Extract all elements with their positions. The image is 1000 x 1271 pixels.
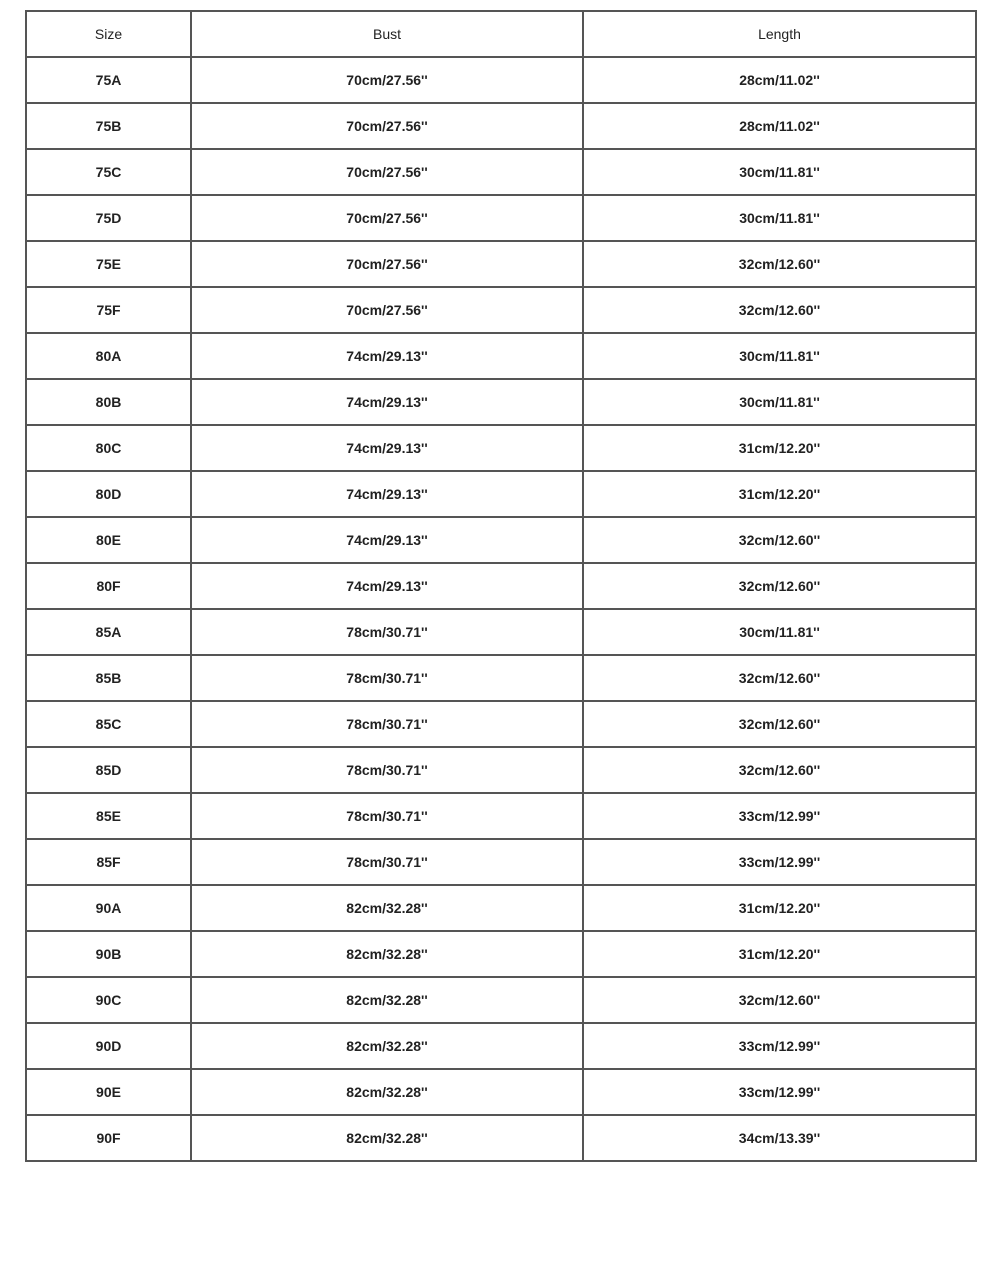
- table-row: [26, 287, 976, 333]
- cell-bust: 70cm/27.56'': [191, 57, 583, 103]
- cell-length: 32cm/12.60'': [583, 517, 976, 563]
- cell-bust: 82cm/32.28'': [191, 885, 583, 931]
- cell-bust: 78cm/30.71'': [191, 609, 583, 655]
- cell-size: 90F: [26, 1115, 191, 1161]
- cell-bust: 82cm/32.28'': [191, 977, 583, 1023]
- cell-bust: 70cm/27.56'': [191, 195, 583, 241]
- cell-length: 32cm/12.60'': [583, 241, 976, 287]
- cell-size: 75E: [26, 241, 191, 287]
- cell-size: 80D: [26, 471, 191, 517]
- size-chart-table: [25, 10, 977, 1162]
- cell-length: 32cm/12.60'': [583, 977, 976, 1023]
- cell-length: 30cm/11.81'': [583, 333, 976, 379]
- cell-bust: 78cm/30.71'': [191, 793, 583, 839]
- table-row: [26, 655, 976, 701]
- cell-bust: 82cm/32.28'': [191, 1023, 583, 1069]
- cell-length: 33cm/12.99'': [583, 1069, 976, 1115]
- cell-size: 75F: [26, 287, 191, 333]
- table-row: [26, 379, 976, 425]
- cell-length: 33cm/12.99'': [583, 793, 976, 839]
- cell-bust: 78cm/30.71'': [191, 701, 583, 747]
- header-row: [26, 11, 976, 57]
- cell-bust: 74cm/29.13'': [191, 425, 583, 471]
- header-size: Size: [26, 11, 191, 57]
- cell-size: 85A: [26, 609, 191, 655]
- cell-bust: 74cm/29.13'': [191, 333, 583, 379]
- cell-size: 80C: [26, 425, 191, 471]
- cell-length: 32cm/12.60'': [583, 747, 976, 793]
- cell-length: 31cm/12.20'': [583, 885, 976, 931]
- cell-size: 80E: [26, 517, 191, 563]
- cell-length: 32cm/12.60'': [583, 655, 976, 701]
- cell-length: 31cm/12.20'': [583, 425, 976, 471]
- cell-bust: 70cm/27.56'': [191, 149, 583, 195]
- cell-size: 80A: [26, 333, 191, 379]
- table-row: [26, 931, 976, 977]
- table-row: [26, 149, 976, 195]
- cell-bust: 82cm/32.28'': [191, 931, 583, 977]
- cell-bust: 74cm/29.13'': [191, 471, 583, 517]
- table-row: [26, 1115, 976, 1161]
- cell-length: 30cm/11.81'': [583, 609, 976, 655]
- cell-size: 85F: [26, 839, 191, 885]
- cell-length: 28cm/11.02'': [583, 103, 976, 149]
- table-row: [26, 885, 976, 931]
- cell-size: 90C: [26, 977, 191, 1023]
- cell-length: 28cm/11.02'': [583, 57, 976, 103]
- cell-bust: 74cm/29.13'': [191, 379, 583, 425]
- cell-size: 90E: [26, 1069, 191, 1115]
- cell-bust: 82cm/32.28'': [191, 1115, 583, 1161]
- cell-size: 80F: [26, 563, 191, 609]
- table-row: [26, 103, 976, 149]
- table-row: [26, 333, 976, 379]
- cell-size: 90D: [26, 1023, 191, 1069]
- table-row: [26, 241, 976, 287]
- table-header: [26, 11, 976, 57]
- cell-size: 85C: [26, 701, 191, 747]
- table-row: [26, 1069, 976, 1115]
- cell-size: 90A: [26, 885, 191, 931]
- cell-length: 32cm/12.60'': [583, 563, 976, 609]
- cell-bust: 74cm/29.13'': [191, 563, 583, 609]
- cell-bust: 70cm/27.56'': [191, 287, 583, 333]
- cell-length: 30cm/11.81'': [583, 149, 976, 195]
- cell-length: 34cm/13.39'': [583, 1115, 976, 1161]
- cell-bust: 78cm/30.71'': [191, 655, 583, 701]
- table-row: [26, 425, 976, 471]
- table-row: [26, 701, 976, 747]
- table-row: [26, 609, 976, 655]
- header-length: Length: [583, 11, 976, 57]
- cell-length: 32cm/12.60'': [583, 701, 976, 747]
- table-row: [26, 57, 976, 103]
- cell-size: 85D: [26, 747, 191, 793]
- table-row: [26, 471, 976, 517]
- cell-size: 90B: [26, 931, 191, 977]
- cell-bust: 70cm/27.56'': [191, 103, 583, 149]
- cell-size: 85E: [26, 793, 191, 839]
- table-body: [26, 57, 976, 1161]
- table-row: [26, 563, 976, 609]
- cell-length: 33cm/12.99'': [583, 1023, 976, 1069]
- header-bust: Bust: [191, 11, 583, 57]
- cell-size: 75A: [26, 57, 191, 103]
- cell-size: 75D: [26, 195, 191, 241]
- cell-bust: 82cm/32.28'': [191, 1069, 583, 1115]
- cell-length: 31cm/12.20'': [583, 471, 976, 517]
- table-row: [26, 195, 976, 241]
- cell-length: 32cm/12.60'': [583, 287, 976, 333]
- table-row: [26, 1023, 976, 1069]
- cell-size: 75C: [26, 149, 191, 195]
- table-row: [26, 747, 976, 793]
- table-row: [26, 977, 976, 1023]
- cell-bust: 74cm/29.13'': [191, 517, 583, 563]
- cell-size: 80B: [26, 379, 191, 425]
- cell-size: 85B: [26, 655, 191, 701]
- cell-bust: 70cm/27.56'': [191, 241, 583, 287]
- cell-bust: 78cm/30.71'': [191, 747, 583, 793]
- table-row: [26, 839, 976, 885]
- cell-length: 30cm/11.81'': [583, 195, 976, 241]
- cell-length: 33cm/12.99'': [583, 839, 976, 885]
- cell-length: 31cm/12.20'': [583, 931, 976, 977]
- cell-length: 30cm/11.81'': [583, 379, 976, 425]
- cell-bust: 78cm/30.71'': [191, 839, 583, 885]
- table-row: [26, 793, 976, 839]
- cell-size: 75B: [26, 103, 191, 149]
- table-row: [26, 517, 976, 563]
